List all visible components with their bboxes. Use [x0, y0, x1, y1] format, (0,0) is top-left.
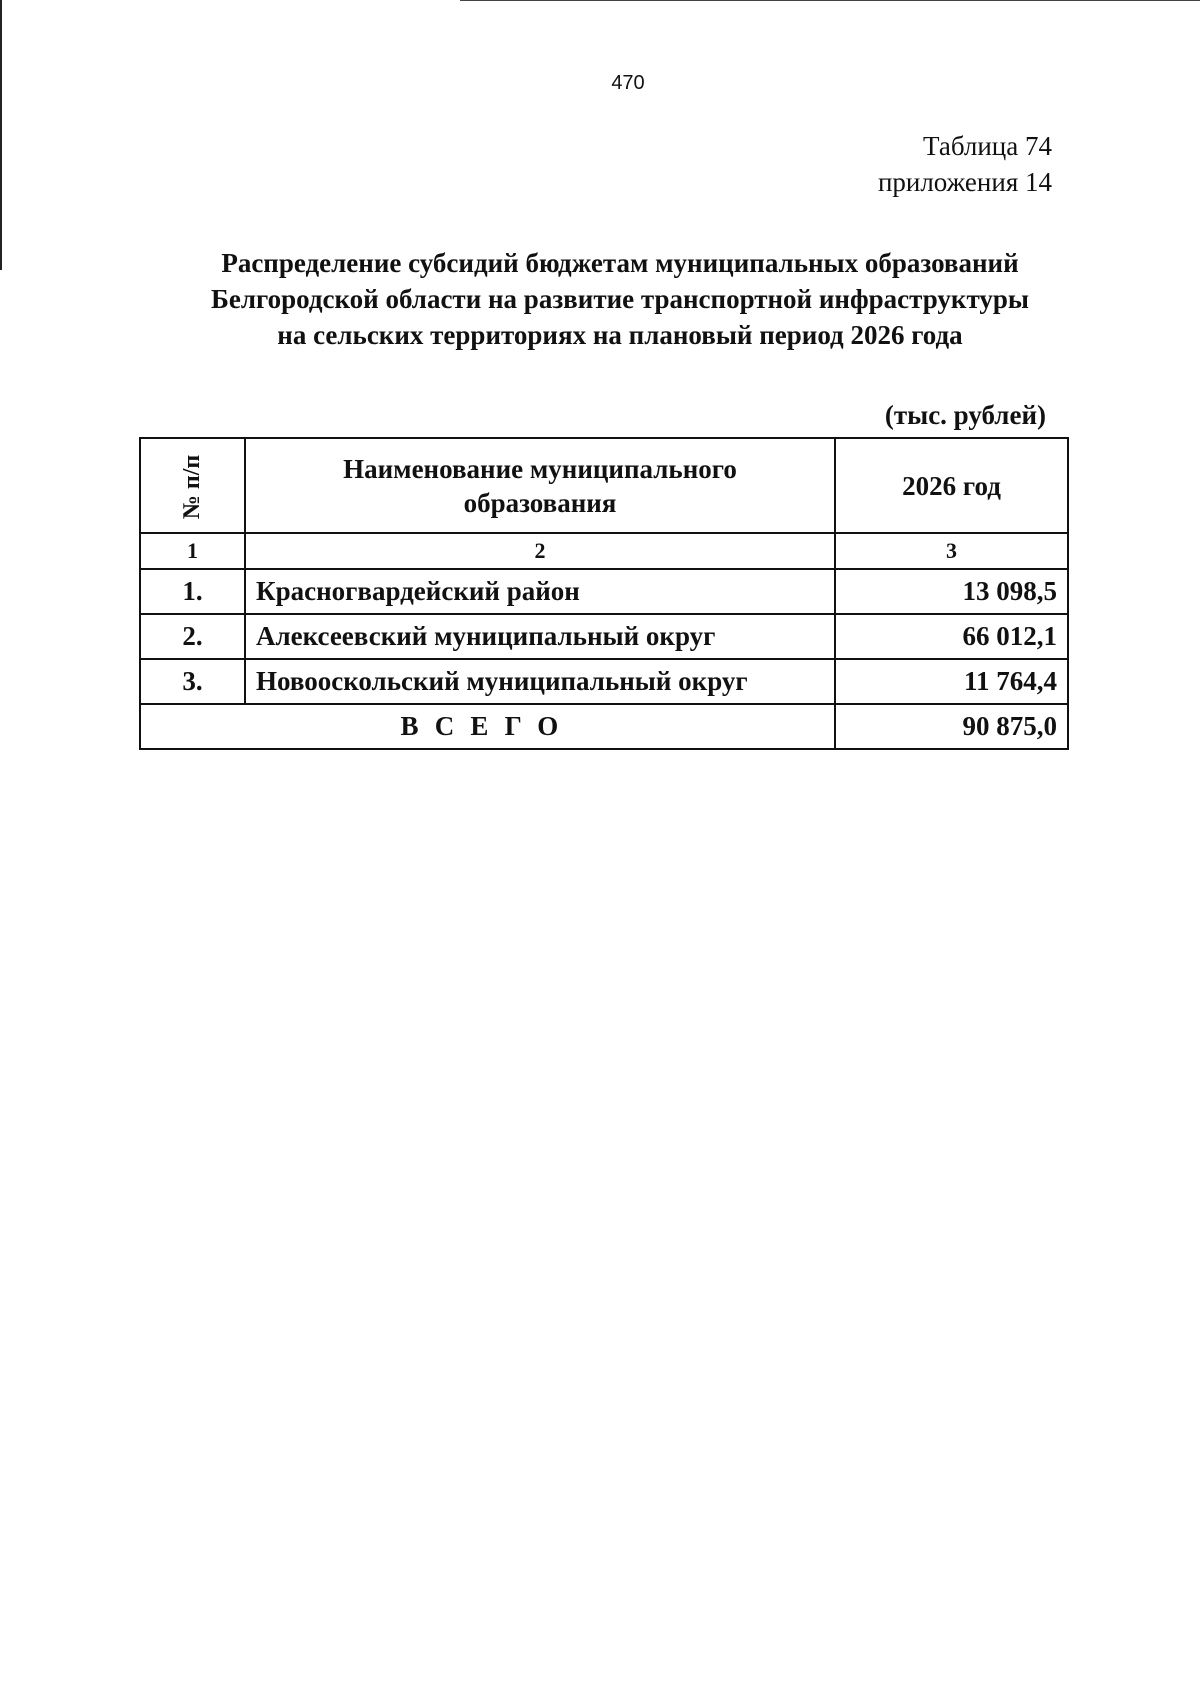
title-line2: Белгородской области на развитие транспортной инфраструктуры — [211, 284, 1029, 314]
table-row — [140, 659, 1068, 704]
header-num — [140, 438, 245, 533]
row-value: 13 098,5 — [835, 569, 1068, 614]
header-year: 2026 год — [835, 438, 1068, 533]
header-name — [245, 438, 835, 533]
row-name: Алексеевский муниципальный округ — [245, 614, 835, 659]
row-name: Новооскольский муниципальный округ — [245, 659, 835, 704]
table-row — [140, 614, 1068, 659]
total-value: 90 875,0 — [835, 704, 1068, 749]
document-title — [120, 245, 1120, 353]
page-number: 470 — [611, 72, 645, 94]
row-number: 1. — [140, 569, 245, 614]
row-name: Красногвардейский район — [245, 569, 835, 614]
header-name-line2: образования — [463, 487, 617, 518]
row-value: 66 012,1 — [835, 614, 1068, 659]
row-number: 3. — [140, 659, 245, 704]
header-num-label: № п/п — [179, 454, 206, 519]
table-reference — [878, 128, 1052, 200]
table-row — [140, 569, 1068, 614]
row-value: 11 764,4 — [835, 659, 1068, 704]
title-line3: на сельских территориях на плановый период 2026 года — [277, 320, 963, 350]
total-label: ВСЕГО — [140, 704, 835, 749]
table-reference-line1: Таблица 74 — [923, 131, 1052, 161]
column-number: 3 — [835, 533, 1068, 569]
column-number: 1 — [140, 533, 245, 569]
units-label: (тыс. рублей) — [884, 400, 1046, 430]
header-name-line1: Наименование муниципального — [343, 453, 737, 484]
title-line1: Распределение субсидий бюджетам муниципальных образований — [221, 248, 1019, 278]
header-row — [140, 438, 1068, 533]
column-numbers-row — [140, 533, 1068, 569]
table-reference-line2: приложения 14 — [877, 167, 1052, 197]
scan-edge-top — [460, 0, 1200, 1]
column-number: 2 — [245, 533, 835, 569]
subsidy-table — [139, 437, 1069, 750]
scan-edge-left — [0, 0, 2, 270]
row-number: 2. — [140, 614, 245, 659]
total-row — [140, 704, 1068, 749]
